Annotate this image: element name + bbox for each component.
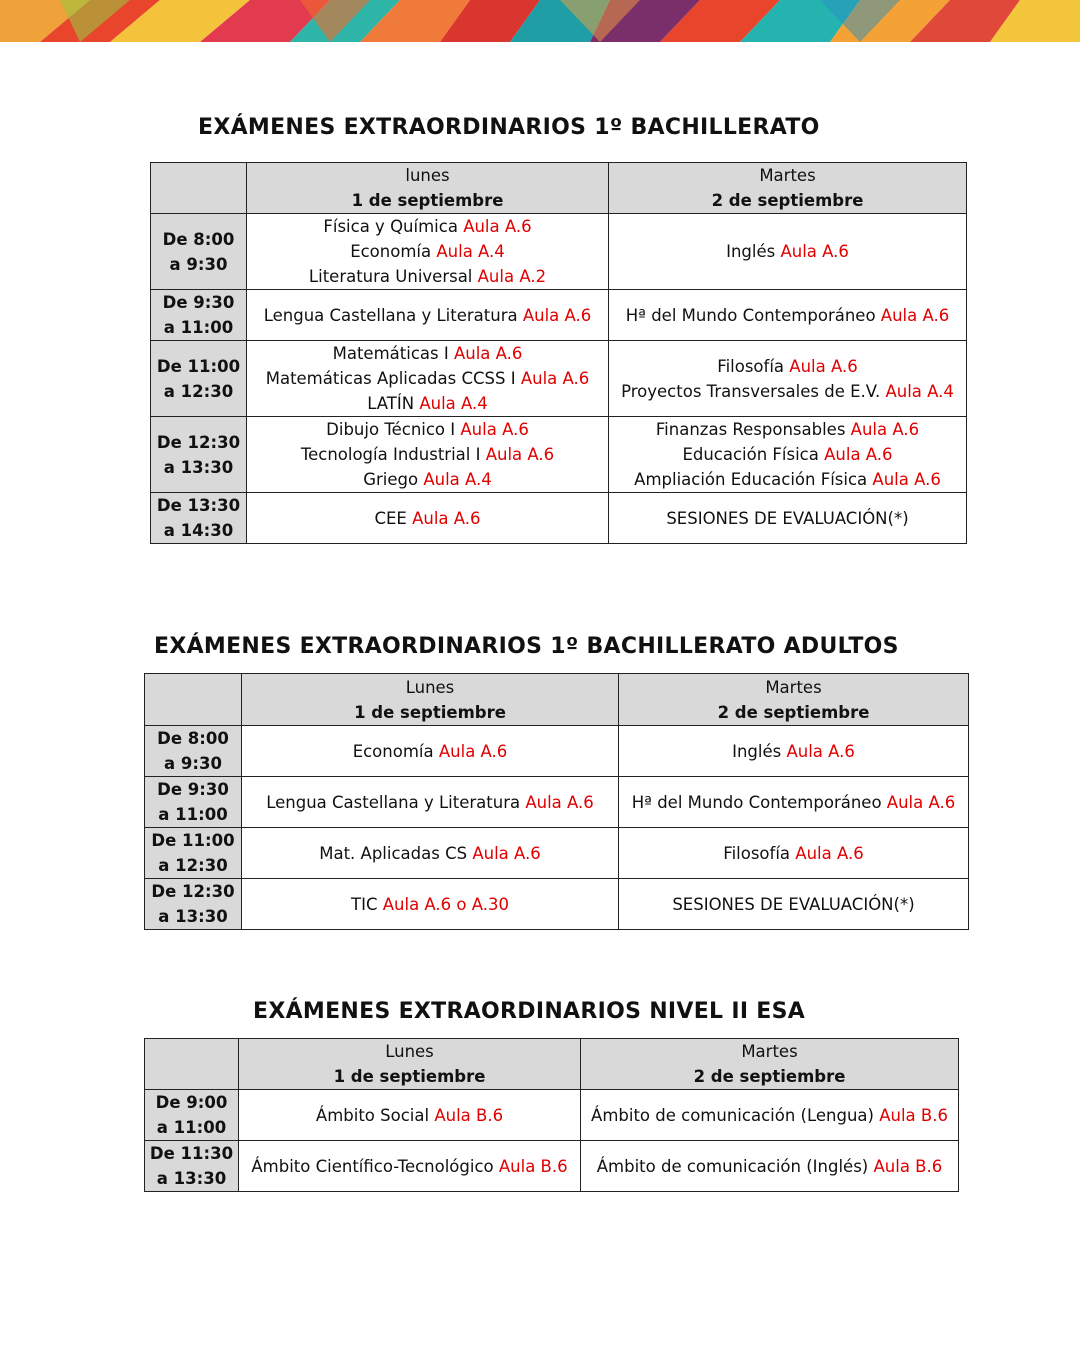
- exam-cell: Economía Aula A.6: [242, 726, 619, 777]
- time-slot: De 11:00 a 12:30: [145, 828, 242, 879]
- section-title-3: EXÁMENES EXTRAORDINARIOS NIVEL II ESA: [253, 999, 806, 1024]
- time-slot: De 8:00 a 9:30: [145, 726, 242, 777]
- exam-cell: Filosofía Aula A.6 Proyectos Transversales de E.V. Aula A.4: [609, 341, 967, 417]
- time-slot: De 9:30 a 11:00: [151, 290, 247, 341]
- corner-cell: [151, 163, 247, 214]
- exam-cell: Física y Química Aula A.6 Economía Aula A.4 Literatura Universal Aula A.2: [247, 214, 609, 290]
- time-slot: De 12:30 a 13:30: [151, 417, 247, 493]
- time-slot: De 12:30 a 13:30: [145, 879, 242, 930]
- exam-cell: Finanzas Responsables Aula A.6 Educación Física Aula A.6 Ampliación Educación Física Aula A.6: [609, 417, 967, 493]
- time-slot: De 9:00 a 11:00: [145, 1090, 239, 1141]
- exam-cell: Dibujo Técnico I Aula A.6 Tecnología Industrial I Aula A.6 Griego Aula A.4: [247, 417, 609, 493]
- time-slot: De 11:30 a 13:30: [145, 1141, 239, 1192]
- day-header: Martes 2 de septiembre: [609, 163, 967, 214]
- day-header: lunes 1 de septiembre: [247, 163, 609, 214]
- day-header: Martes 2 de septiembre: [619, 674, 969, 726]
- exam-cell: SESIONES DE EVALUACIÓN(*): [609, 493, 967, 544]
- exam-cell: SESIONES DE EVALUACIÓN(*): [619, 879, 969, 930]
- corner-cell: [145, 674, 242, 726]
- exam-cell: Matemáticas I Aula A.6 Matemáticas Aplicadas CCSS I Aula A.6 LATÍN Aula A.4: [247, 341, 609, 417]
- schedule-table-adultos: [144, 673, 969, 930]
- exam-cell: Ámbito Científico-Tecnológico Aula B.6: [239, 1141, 581, 1192]
- exam-cell: Ámbito Social Aula B.6: [239, 1090, 581, 1141]
- exam-cell: CEE Aula A.6: [247, 493, 609, 544]
- schedule-table-esa: [144, 1038, 959, 1192]
- exam-cell: Inglés Aula A.6: [609, 214, 967, 290]
- section-title-1: EXÁMENES EXTRAORDINARIOS 1º BACHILLERATO: [198, 115, 820, 140]
- time-slot: De 11:00 a 12:30: [151, 341, 247, 417]
- day-header: Lunes 1 de septiembre: [242, 674, 619, 726]
- decorative-banner: [0, 0, 1080, 42]
- schedule-table-bachillerato: [150, 162, 967, 544]
- exam-cell: Lengua Castellana y Literatura Aula A.6: [247, 290, 609, 341]
- exam-cell: Ámbito de comunicación (Lengua) Aula B.6: [581, 1090, 959, 1141]
- time-slot: De 8:00 a 9:30: [151, 214, 247, 290]
- exam-cell: Inglés Aula A.6: [619, 726, 969, 777]
- time-slot: De 13:30 a 14:30: [151, 493, 247, 544]
- section-title-2: EXÁMENES EXTRAORDINARIOS 1º BACHILLERATO ADULTOS: [154, 634, 899, 659]
- day-header: Lunes 1 de septiembre: [239, 1039, 581, 1090]
- corner-cell: [145, 1039, 239, 1090]
- exam-cell: TIC Aula A.6 o A.30: [242, 879, 619, 930]
- exam-cell: Filosofía Aula A.6: [619, 828, 969, 879]
- day-header: Martes 2 de septiembre: [581, 1039, 959, 1090]
- exam-cell: Hª del Mundo Contemporáneo Aula A.6: [609, 290, 967, 341]
- polygon-pattern-image: [0, 0, 1080, 42]
- exam-cell: Lengua Castellana y Literatura Aula A.6: [242, 777, 619, 828]
- time-slot: De 9:30 a 11:00: [145, 777, 242, 828]
- exam-cell: Hª del Mundo Contemporáneo Aula A.6: [619, 777, 969, 828]
- exam-cell: Mat. Aplicadas CS Aula A.6: [242, 828, 619, 879]
- exam-cell: Ámbito de comunicación (Inglés) Aula B.6: [581, 1141, 959, 1192]
